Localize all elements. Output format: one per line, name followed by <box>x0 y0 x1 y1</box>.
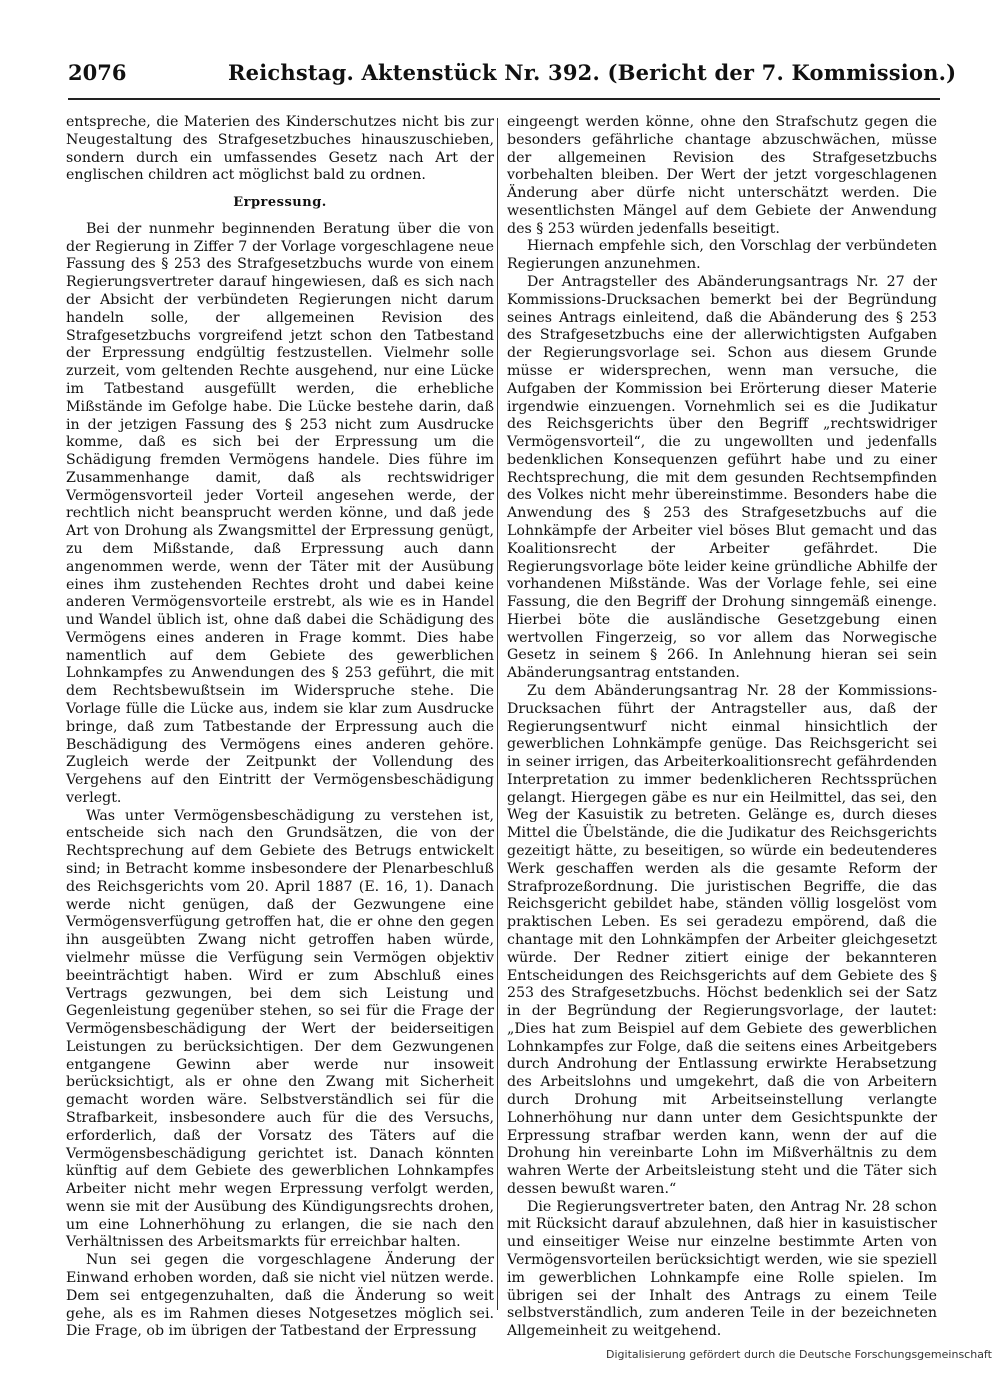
paragraph: Was unter Vermögensbeschädigung zu verstehen ist, entscheide sich nach den Grundsätzen, die von der Rechtsprechung auf dem Gebiete des Betrugs entwickelt sind; in Betracht komme insbesondere der Plenarbeschluß des Reichsgerichts vom 20. April 1887 (E. 16, 1). Danach werde nicht genügen, daß der Gezwungene eine Vermögensverfügung getroffen hat, die er ohne den gegen ihn ausgeübten Zwang nicht getroffen haben würde, vielmehr müsse die Verfügung sein Vermögen objektiv beeinträchtigt haben. Wird er zum Abschluß eines Vertrags gezwungen, bei dem sich Leistung und Gegenleistung gegenüber stehen, so sei für die Frage der Vermögensbeschädigung der Wert der beiderseitigen Leistungen zu berücksichtigen. Der dem Gezwungenen entgangene Gewinn aber werde nur insoweit berücksichtigt, als er ohne den Zwang mit Sicherheit gemacht worden wäre. Selbstverständlich sei für die Strafbarkeit, insbesondere auch für die des Versuchs, erforderlich, daß der Vorsatz des Täters auf die Vermögensbeschädigung gerichtet ist. Danach könnten künftig auf dem Gebiete des gewerblichen Lohnkampfes Arbeiter nicht mehr wegen Erpressung verfolgt werden, wenn sie mit der Ausübung des Kündigungsrechts drohen, um eine Lohnerhöhung zu erlangen, die sie nach den Verhältnissen des Arbeitsmarkts für erreichbar halten. <box>66 807 494 1251</box>
credit-text: Digitalisierung gefördert durch die Deutsche Forschungsgemeinschaft <box>606 1348 992 1361</box>
header-rule <box>68 98 940 100</box>
paragraph: eingeengt werden könne, ohne den Strafschutz gegen die besonders gefährliche chantage abzuschwächen, müsse der allgemeinen Revision des Strafgesetzbuchs vorbehalten bleiben. Der Wert der jetzt vorgeschlagenen Änderung aber dürfe nicht unterschätzt werden. Die wesentlichsten Mängel auf dem Gebiete der Anwendung des § 253 würden jedenfalls beseitigt. <box>507 114 937 237</box>
paragraph: Die Regierungsvertreter baten, den Antrag Nr. 28 schon mit Rücksicht darauf abzulehnen, daß hier in kasuistischer und einseitiger Weise nur einzelne bestimmte Arten von Vermögensvorteilen berücksichtigt werden, wie sie speziell im gewerblichen Lohnkampfe eine Rolle spielen. Im übrigen sei der Inhalt des Antrags zu einem Teile selbstverständlich, zum anderen Teile in der bezeichneten Allgemeinheit zu weitgehend. <box>507 1198 937 1340</box>
left-column <box>66 114 494 1341</box>
paragraph: Der Antragsteller des Abänderungsantrags Nr. 27 der Kommissions-Drucksachen bemerkt bei der Begründung seines Antrags einleitend, daß die Abänderung des § 253 des Strafgesetzbuchs eine der allerwichtigsten Aufgaben der Regierungsvorlage sei. Schon aus diesem Grunde müsse er widersprechen, wenn man versuche, die Aufgaben der Kommission bei Erörterung dieser Materie irgendwie einzuengen. Vornehmlich sei es die Judikatur des Reichsgerichts über den Begriff „rechtswidriger Vermögensvorteil“, die zu ungewollten und jedenfalls bedenklichen Konsequenzen geführt habe und zu einer Rechtsprechung, die mit dem gesunden Rechtsempfinden des Volkes nicht mehr übereinstimme. Besonders habe die Anwendung des § 253 des Strafgesetzbuchs auf die Lohnkämpfe der Arbeiter viel böses Blut gemacht und das Koalitionsrecht der Arbeiter gefährdet. Die Regierungsvorlage böte leider keine gründliche Abhilfe der vorhandenen Mißstände. Was der Vorlage fehle, sei eine Fassung, die den Begriff der Drohung sinngemäß einenge. Hierbei böte die ausländische Gesetzgebung einen wertvollen Fingerzeig, so vor allem das Norwegische Gesetz in seinem § 266. In Anlehnung hieran sei sein Abänderungsantrag entstanden. <box>507 274 937 682</box>
section-heading: Erpressung. <box>233 195 327 211</box>
right-column <box>507 114 937 1341</box>
running-title: Reichstag. Aktenstück Nr. 392. (Bericht der 7. Kommission.) <box>228 60 957 85</box>
column-divider <box>497 118 498 1310</box>
paragraph: Zu dem Abänderungsantrag Nr. 28 der Kommissions-Drucksachen führt der Antragsteller aus, daß der Regierungsentwurf nicht einmal hinsichtlich der gewerblichen Lohnkämpfe genüge. Das Reichsgericht sei in seiner irrigen, das Arbeiterkoalitionsrecht gefährdenden Interpretation zu immer bedenklicheren Rechtssprüchen gelangt. Hiergegen gäbe es nur ein Heilmittel, das sei, den Weg der Kasuistik zu betreten. Gelänge es, durch dieses Mittel die Übelstände, die die Judikatur des Reichsgerichts gezeitigt hätte, zu beseitigen, so würde ein bedeutenderes Werk geschaffen werden als die gesamte Reform der Strafprozeßordnung. Die juristischen Begriffe, die das Reichsgericht gebildet habe, ständen völlig losgelöst vom praktischen Leben. Es sei geradezu empörend, daß die chantage mit den Lohnkämpfen der Arbeiter gleichgesetzt würde. Der Redner zitiert einige der bekannteren Entscheidungen des Reichsgerichts auf dem Gebiete des § 253 des Strafgesetzbuchs. Höchst bedenklich sei der Satz in der Begründung der Regierungsvorlage, der lautet: „Dies hat zum Beispiel auf dem Gebiete des gewerblichen Lohnkampfes zur Folge, daß die seitens eines Arbeitgebers durch Androhung der Entlassung erwirkte Herabsetzung des Arbeitslohns und umgekehrt, daß die von Arbeitern durch Drohung mit Arbeitseinstellung verlangte Lohnerhöhung nur dann unter dem Gesichtspunkte der Erpressung strafbar werden kann, wenn der auf die Drohung hin vereinbarte Lohn im Mißverhältnis zu dem wahren Werte der Arbeitsleistung steht und die Täter sich dessen bewußt waren.“ <box>507 683 937 1197</box>
paragraph: entspreche, die Materien des Kinderschutzes nicht bis zur Neugestaltung des Strafgesetzbuches hinauszuschieben, sondern durch ein umfassendes Gesetz nach Art der englischen children act möglichst bald zu ordnen. <box>66 114 494 184</box>
page-number: 2076 <box>68 60 127 85</box>
paragraph: Hiernach empfehle sich, den Vorschlag der verbündeten Regierungen anzunehmen. <box>507 238 937 273</box>
paragraph: Bei der nunmehr beginnenden Beratung über die von der Regierung in Ziffer 7 der Vorlage vorgeschlagene neue Fassung des § 253 des Strafgesetzbuchs wurde von einem Regierungsvertreter darauf hingewiesen, daß es sich nach der Absicht der verbündeten Regierungen nicht darum handeln solle, der allgemeinen Revision des Strafgesetzbuchs vorgreifend jetzt schon den Tatbestand der Erpressung endgültig festzustellen. Vielmehr solle zurzeit, vom geltenden Rechte ausgehend, nur eine Lücke im Tatbestand ausgefüllt werden, die erhebliche Mißstände im Gefolge habe. Die Lücke bestehe darin, daß in der jetzigen Fassung des § 253 nicht zum Ausdrucke komme, daß es sich bei der Erpressung um die Schädigung fremden Vermögens handele. Dies führe im Zusammenhange damit, daß als rechtswidriger Vermögensvorteil jeder Vorteil angesehen werde, der rechtlich nicht beansprucht werden könne, und daß jede Art von Drohung als Zwangsmittel der Erpressung genügt, zu dem Mißstande, daß Erpressung auch dann angenommen werde, wenn der Täter mit der Ausübung eines ihm zustehenden Rechtes droht und dabei keine anderen Vermögensvorteile erstrebt, als wie es in Handel und Wandel üblich ist, ohne daß dabei die Schädigung des Vermögens eines anderen in Frage kommt. Dies habe namentlich auf dem Gebiete des gewerblichen Lohnkampfes zu Anwendungen des § 253 geführt, die mit dem Rechtsbewußtsein im Widerspruche stehe. Die Vorlage fülle die Lücke aus, indem sie klar zum Ausdrucke bringe, daß zum Tatbestande der Erpressung auch die Beschädigung des Vermögens eines anderen gehöre. Zugleich werde der Zeitpunkt der Vollendung des Vergehens auf den Eintritt der Vermögensbeschädigung verlegt. <box>66 220 494 806</box>
page-header <box>68 60 957 90</box>
paragraph: Nun sei gegen die vorgeschlagene Änderung der Einwand erhoben worden, daß sie nicht viel nützen werde. Dem sei entgegenzuhalten, daß die Änderung so weit gehe, als es im Rahmen dieses Notgesetzes möglich sei. Die Frage, ob im übrigen der Tatbestand der Erpressung <box>66 1252 494 1340</box>
digitization-credit <box>606 1343 992 1361</box>
